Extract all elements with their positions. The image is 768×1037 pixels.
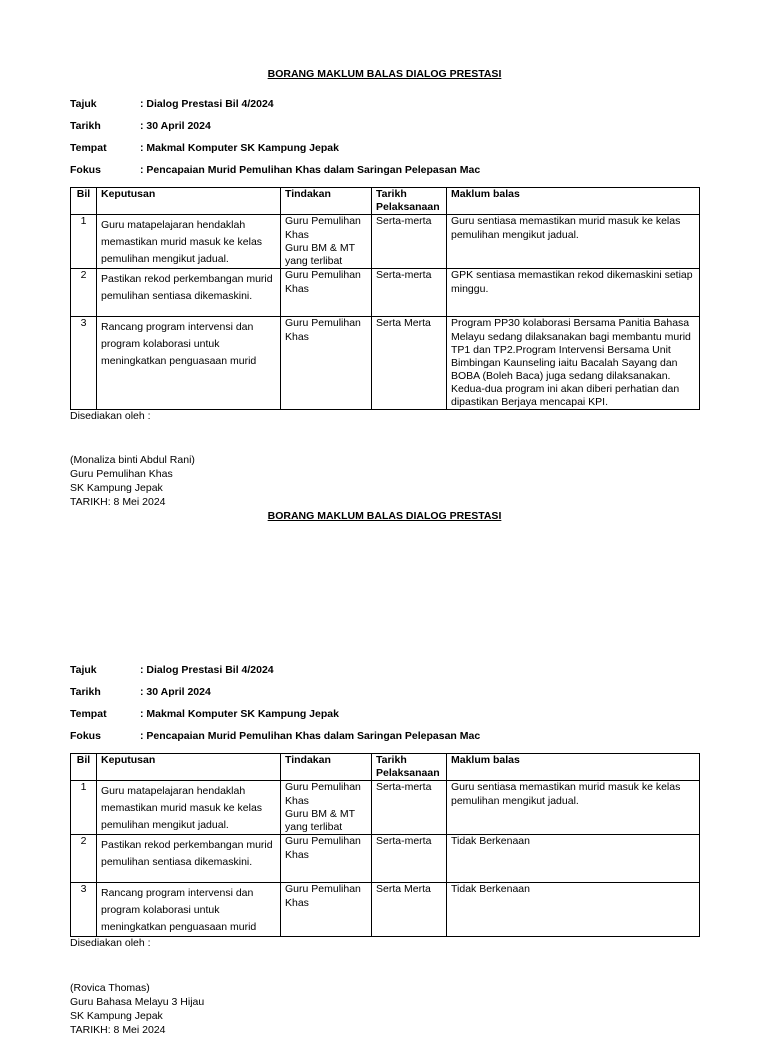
- cell-tarikh: Serta-merta: [372, 215, 447, 269]
- cell-maklum: Guru sentiasa memastikan murid masuk ke kelas pemulihan mengikut jadual.: [447, 781, 700, 835]
- header-tindakan: Tindakan: [281, 188, 372, 215]
- meta-value: : Dialog Prestasi Bil 4/2024: [140, 663, 274, 676]
- meta-row-tarikh: [70, 681, 699, 703]
- tindakan-line: Guru BM & MT yang terlibat: [285, 807, 355, 833]
- header-keputusan: Keputusan: [97, 188, 281, 215]
- form-title: BORANG MAKLUM BALAS DIALOG PRESTASI: [267, 510, 502, 522]
- table-row: [71, 883, 700, 937]
- cell-tindakan: [281, 835, 372, 883]
- meta-label: Tempat: [70, 141, 107, 154]
- tindakan-line: Guru Pemulihan Khas: [285, 835, 361, 861]
- meta-value: : Makmal Komputer SK Kampung Jepak: [140, 141, 339, 154]
- meta-value: : Dialog Prestasi Bil 4/2024: [140, 97, 274, 110]
- cell-maklum: Program PP30 kolaborasi Bersama Panitia Bahasa Melayu sedang dilaksanakan bagi membantu murid TP1 dan TP2.Program Intervensi Bersama Unit Bimbingan Kaunseling iaitu Bacalah Sayang dan BOBA (Boleh Baca) juga sedang dilaksanakan. Kedua-dua program ini akan diberi perhatian dan dipastikan Berjaya mencapai KPI.: [447, 317, 700, 410]
- signature-block: [70, 981, 699, 1037]
- cell-maklum: Tidak Berkenaan: [447, 883, 700, 937]
- table-row: [71, 269, 700, 317]
- signer-name: (Monaliza binti Abdul Rani): [70, 454, 195, 467]
- table-header-row: [71, 754, 700, 781]
- feedback-form-2: [70, 510, 699, 1037]
- cell-bil: 2: [71, 269, 97, 317]
- cell-bil: 1: [71, 781, 97, 835]
- header-tarikh: Tarikh Pelaksanaan: [372, 188, 447, 215]
- signer-school: SK Kampung Jepak: [70, 482, 163, 495]
- meta-row-tempat: [70, 137, 699, 159]
- signer-date: TARIKH: 8 Mei 2024: [70, 496, 166, 509]
- cell-maklum: GPK sentiasa memastikan rekod dikemaskini setiap minggu.: [447, 269, 700, 317]
- table-row: [71, 215, 700, 269]
- table-row: [71, 781, 700, 835]
- tindakan-line: Guru Pemulihan Khas: [285, 317, 361, 343]
- tindakan-line: Guru Pemulihan Khas: [285, 883, 361, 909]
- prepared-by-label: Disediakan oleh :: [70, 410, 151, 423]
- header-maklum: Maklum balas: [447, 754, 700, 781]
- header-maklum: Maklum balas: [447, 188, 700, 215]
- meta-value: : 30 April 2024: [140, 119, 211, 132]
- table-row: [71, 835, 700, 883]
- meta-value: : Pencapaian Murid Pemulihan Khas dalam Saringan Pelepasan Mac: [140, 729, 481, 742]
- cell-bil: 3: [71, 317, 97, 410]
- cell-tarikh: Serta Merta: [372, 883, 447, 937]
- cell-tarikh: Serta-merta: [372, 835, 447, 883]
- cell-tindakan: [281, 269, 372, 317]
- signer-position: Guru Pemulihan Khas: [70, 468, 173, 481]
- cell-keputusan: Rancang program intervensi dan program kolaborasi untuk meningkatkan penguasaan murid: [97, 883, 281, 937]
- table-row: [71, 317, 700, 410]
- header-bil: Bil: [71, 754, 97, 781]
- signer-school: SK Kampung Jepak: [70, 1009, 163, 1022]
- signature-block: [70, 453, 699, 509]
- meta-row-fokus: [70, 159, 699, 181]
- form-meta: [70, 93, 699, 181]
- signer-name: (Rovica Thomas): [70, 981, 150, 994]
- table-header-row: [71, 188, 700, 215]
- decision-table: [70, 187, 700, 410]
- meta-row-fokus: [70, 725, 699, 747]
- tindakan-line: Guru Pemulihan Khas: [285, 269, 361, 295]
- meta-label: Fokus: [70, 729, 101, 742]
- meta-row-tempat: [70, 703, 699, 725]
- tindakan-line: Guru Pemulihan Khas: [285, 215, 361, 241]
- meta-label: Tajuk: [70, 97, 97, 110]
- header-keputusan: Keputusan: [97, 754, 281, 781]
- cell-tindakan: [281, 781, 372, 835]
- cell-keputusan: Rancang program intervensi dan program kolaborasi untuk meningkatkan penguasaan murid: [97, 317, 281, 410]
- meta-row-tajuk: [70, 659, 699, 681]
- meta-label: Tarikh: [70, 119, 101, 132]
- meta-row-tarikh: [70, 115, 699, 137]
- cell-tarikh: Serta-merta: [372, 269, 447, 317]
- cell-maklum: Tidak Berkenaan: [447, 835, 700, 883]
- cell-tindakan: [281, 317, 372, 410]
- tindakan-line: Guru BM & MT yang terlibat: [285, 241, 355, 267]
- tindakan-line: Guru Pemulihan Khas: [285, 781, 361, 807]
- meta-value: : Pencapaian Murid Pemulihan Khas dalam Saringan Pelepasan Mac: [140, 163, 481, 176]
- decision-table: [70, 753, 700, 937]
- header-tindakan: Tindakan: [281, 754, 372, 781]
- cell-keputusan: Guru matapelajaran hendaklah memastikan murid masuk ke kelas pemulihan mengikut jadual.: [97, 215, 281, 269]
- cell-bil: 1: [71, 215, 97, 269]
- cell-maklum: Guru sentiasa memastikan murid masuk ke kelas pemulihan mengikut jadual.: [447, 215, 700, 269]
- cell-tindakan: [281, 215, 372, 269]
- cell-tarikh: Serta Merta: [372, 317, 447, 410]
- form-meta: [70, 659, 699, 747]
- signer-position: Guru Bahasa Melayu 3 Hijau: [70, 995, 205, 1008]
- meta-value: : 30 April 2024: [140, 685, 211, 698]
- cell-keputusan: Guru matapelajaran hendaklah memastikan murid masuk ke kelas pemulihan mengikut jadual.: [97, 781, 281, 835]
- header-bil: Bil: [71, 188, 97, 215]
- cell-tindakan: [281, 883, 372, 937]
- cell-keputusan: Pastikan rekod perkembangan murid pemulihan sentiasa dikemaskini.: [97, 835, 281, 883]
- meta-value: : Makmal Komputer SK Kampung Jepak: [140, 707, 339, 720]
- signer-date: TARIKH: 8 Mei 2024: [70, 1023, 166, 1036]
- prepared-by-label: Disediakan oleh :: [70, 937, 151, 950]
- meta-label: Tempat: [70, 707, 107, 720]
- meta-label: Fokus: [70, 163, 101, 176]
- meta-label: Tajuk: [70, 663, 97, 676]
- form-title: BORANG MAKLUM BALAS DIALOG PRESTASI: [267, 68, 502, 80]
- header-tarikh: Tarikh Pelaksanaan: [372, 754, 447, 781]
- cell-keputusan: Pastikan rekod perkembangan murid pemulihan sentiasa dikemaskini.: [97, 269, 281, 317]
- cell-bil: 2: [71, 835, 97, 883]
- cell-tarikh: Serta-merta: [372, 781, 447, 835]
- meta-row-tajuk: [70, 93, 699, 115]
- feedback-form-1: [70, 68, 699, 509]
- meta-label: Tarikh: [70, 685, 101, 698]
- cell-bil: 3: [71, 883, 97, 937]
